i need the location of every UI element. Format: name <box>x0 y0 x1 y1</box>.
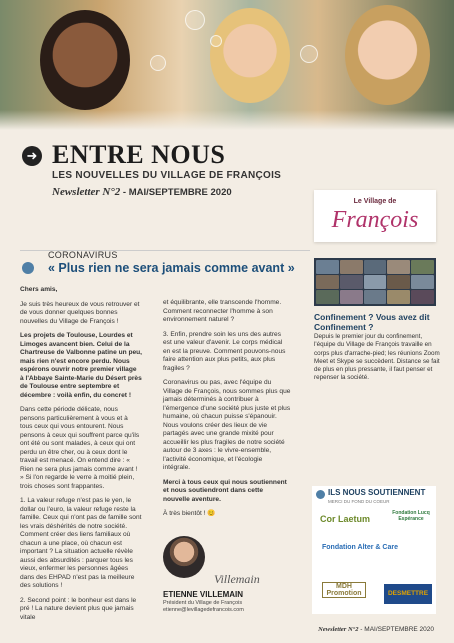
hero-fade <box>0 110 454 130</box>
sidebar-title: Confinement ? Vous avez dit Confinement ? <box>314 312 430 332</box>
paragraph: Dans cette période délicate, nous pensons particulièrement à vous et à tous ceux qui vous entourent. Nous pensons à ceux qui souffrent parce qu'ils ont été ou sont malades, à ceux qui ont perdu un être cher, ou à ceux dont le travail est menacé. On entend dire : « Rien ne sera plus jamais comme avant ! » Si l'on regarde le verre à moitié plein, trois choses sont frappantes. <box>20 406 140 490</box>
supporters-subtitle: MERCI DU FOND DU COEUR <box>328 499 390 504</box>
paragraph: Je suis très heureux de vous retrouver et de vous donner quelques bonnes nouvelles du Village de François ! <box>20 300 140 325</box>
author-signature: Villemain <box>214 572 260 586</box>
bullet-icon <box>316 490 325 499</box>
paragraph: Merci à tous ceux qui nous soutiennent et nous soutiendront dans cette nouvelle aventure. <box>163 478 287 503</box>
footer <box>318 626 434 633</box>
bubble <box>185 10 205 30</box>
author-role: Président du Village de François <box>163 600 243 606</box>
bubble <box>210 35 222 47</box>
sidebar-text: Depuis le premier jour du confinement, l'équipe du Village de François travaille en corps plus d'arrache-pied; les réunions Zoom Meet et Skype se succèdent. Distance se fait de plus en plus pressante, il faut penser et repenser la société. <box>314 333 440 382</box>
author-name: ETIENNE VILLEMAIN <box>163 590 244 599</box>
article-column-1 <box>20 286 142 628</box>
hero-photo <box>0 0 454 130</box>
bullet-icon <box>22 262 34 274</box>
paragraph: 3. Enfin, prendre soin les uns des autres est une valeur d'avenir. Le corps médical en est la preuve. Comment pouvons-nous faire attention aux plus petits, aux plus fragiles ? <box>163 330 286 372</box>
paragraph: Coronavirus ou pas, avec l'équipe du Village de François, nous sommes plus que jamais déterminés à contribuer à l'émergence d'une société plus juste et plus humaine, où chacun puisse s'épanouir. Nous voulons créer des lieux de vie partagés avec une grande mixité pour accueillir les plus fragiles de notre société autour de 3 axes : le vivre-ensemble, l'activité économique, et l'écologie intégrale. <box>163 379 291 471</box>
newsletter-label: Newsletter N°2 <box>52 186 121 198</box>
author-portrait <box>163 536 205 578</box>
page-subtitle: LES NOUVELLES DU VILLAGE DE FRANÇOIS <box>52 170 282 181</box>
bubble <box>300 45 318 63</box>
supporters-title: ILS NOUS SOUTIENNENT <box>328 488 426 497</box>
article-headline: « Plus rien ne sera jamais comme avant » <box>48 261 295 275</box>
supporter-logo: Fondation Lucq Espérance <box>392 510 430 522</box>
paragraph: À très bientôt ! 😊 <box>163 510 216 517</box>
zoom-meeting-photo <box>314 258 436 306</box>
footer-newsletter-label: Newsletter N°2 <box>318 626 359 633</box>
paragraph: et équilibrante, elle transcende l'homme. Comment reconnecter l'homme à son environnement naturel ? <box>163 299 282 323</box>
logo-big-text: François <box>331 207 419 233</box>
article-column-2 <box>163 299 291 525</box>
supporter-logo: DESMETTRE <box>384 584 432 604</box>
supporter-logo: Fondation Alter & Care <box>322 544 398 551</box>
child-face <box>345 5 430 105</box>
newsletter-issue <box>52 186 232 198</box>
page-title: ENTRE NOUS <box>52 140 226 169</box>
footer-date: - MAI/SEPTEMBRE 2020 <box>358 626 434 633</box>
village-logo <box>314 190 436 242</box>
paragraph: 2. Second point : le bonheur est dans le pré ! La nature devient plus que jamais vitale <box>20 596 137 621</box>
child-face <box>210 8 290 103</box>
paragraph: Les projets de Toulouse, Lourdes et Limoges avancent bien. Celui de la Chartreuse de Valbonne patine un peu, mais rien n'est encore perdu. Nous espérons ouvrir notre premier village à l'Abbaye Sainte-Marie du Désert près de Toulouse entre septembre et décembre : voilà enfin, du concret ! <box>20 332 143 399</box>
supporter-logo: Cor Laetum <box>320 514 371 524</box>
author-email: etienne@levillagedefrancois.com <box>163 607 244 613</box>
logo-small-text: Le Village de <box>353 198 397 205</box>
bubble <box>150 55 166 71</box>
child-face <box>40 10 130 110</box>
paragraph: Chers amis, <box>20 286 58 293</box>
supporter-logo: MDH Promotion <box>322 582 366 598</box>
article-category: CORONAVIRUS <box>48 250 118 260</box>
arrow-right-icon: ➜ <box>22 146 42 166</box>
paragraph: 1. La valeur refuge n'est pas le yen, le dollar ou l'euro, la valeur refuge reste la famille. Ceux qui n'ont pas de famille sont les vrais déshérités de notre société. Comment créer des liens familiaux où chacun a une place, où chacun est important ? La situation actuelle révèle aussi des absurdités : parquer tous les vieux, enfermer les personnes âgées dans des EHPAD n'est pas la meilleure des solutions ! <box>20 497 142 589</box>
newsletter-date: - MAI/SEPTEMBRE 2020 <box>120 187 232 198</box>
